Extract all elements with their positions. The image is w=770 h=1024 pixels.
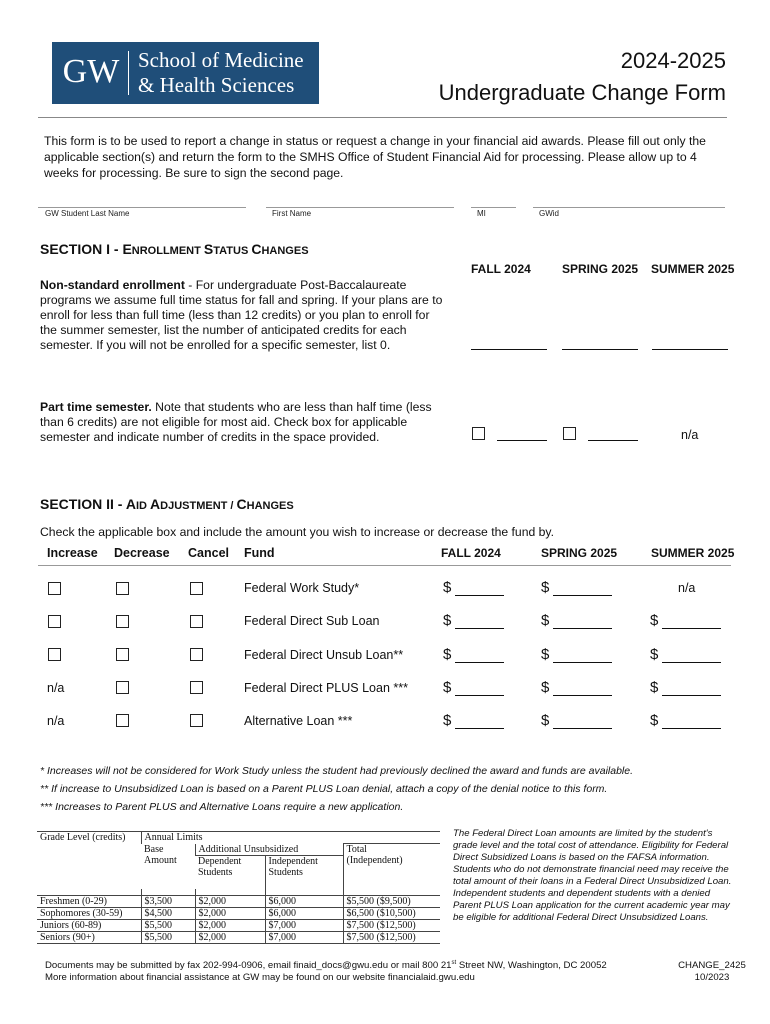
fall-amount-field[interactable]	[455, 662, 504, 663]
intro-text: This form is to be used to report a change in status or request a change in your financial aid awards. Please fill out only the applicable section(s) and return the form to the SMHS Office of Student Financial Aid for processing. Please allow up to 4 weeks for processing. Be sure to sign the second page.	[44, 134, 706, 180]
independent-cell: $7,000	[265, 931, 343, 943]
logo-divider	[128, 51, 129, 95]
s2-col-fall: FALL 2024	[441, 546, 501, 560]
nonstandard-spring-credits[interactable]	[562, 349, 638, 350]
fund-name: Alternative Loan ***	[244, 714, 353, 728]
decrease-checkbox[interactable]	[116, 714, 129, 727]
base-amount-header: Base Amount	[144, 843, 177, 866]
independent-cell: $7,000	[265, 919, 343, 931]
spring-dollar: $	[541, 612, 550, 629]
nonstandard-fall-credits[interactable]	[471, 349, 547, 350]
spring-amount-field[interactable]	[553, 728, 612, 729]
fund-name: Federal Direct Sub Loan	[244, 614, 380, 628]
base-cell: $3,500	[141, 895, 195, 907]
total-cell: $7,500 ($12,500)	[343, 931, 440, 943]
col-fund: Fund	[244, 546, 275, 560]
fall-amount-field[interactable]	[455, 728, 504, 729]
cancel-checkbox[interactable]	[190, 615, 203, 628]
fund-name: Federal Direct Unsub Loan**	[244, 648, 404, 662]
increase-checkbox[interactable]	[48, 648, 61, 661]
first-name-field[interactable]	[266, 207, 454, 208]
grade-level-header: Grade Level (credits)	[37, 832, 141, 890]
fall-dollar: $	[443, 579, 452, 596]
first-name-label: First Name	[272, 209, 312, 218]
total-header: Total (Independent)	[343, 844, 440, 890]
fall-amount-field[interactable]	[455, 628, 504, 629]
increase-na: n/a	[47, 681, 65, 695]
form-year: 2024-2025	[620, 48, 726, 73]
spring-dollar: $	[541, 679, 550, 696]
parttime-semester-text: Part time semester. Note that students who are less than half time (less than 6 credits) are not eligible for most aid. Check box for applicable semester and indicate number of credits in the space provided.	[40, 400, 432, 444]
increase-checkbox[interactable]	[48, 615, 61, 628]
fall-dollar: $	[443, 679, 452, 696]
header-rule	[38, 117, 727, 118]
additional-unsub-header: Additional Unsubsidized	[195, 844, 343, 856]
footer-submission-info: Documents may be submitted by fax 202-994-0906, email finaid_docs@gwu.edu or mail 800 21st Street NW, Washington, DC 20052	[45, 960, 607, 972]
spring-amount-field[interactable]	[553, 662, 612, 663]
parttime-summer-na: n/a	[681, 428, 699, 442]
section2-instruction: Check the applicable box and include the amount you wish to increase or decrease the fund by.	[40, 525, 554, 539]
footer-website-info: More information about financial assistance at GW may be found on our website financialaid.gwu.edu	[45, 972, 475, 983]
logo-line1: School of Medicine	[138, 48, 304, 72]
grade-cell: Seniors (90+)	[37, 931, 141, 943]
grade-cell: Sophomores (30-59)	[37, 907, 141, 919]
increase-na: n/a	[47, 714, 65, 728]
mi-label: MI	[477, 209, 486, 218]
spring-dollar: $	[541, 579, 550, 596]
summer-dollar: $	[650, 712, 659, 729]
cancel-checkbox[interactable]	[190, 582, 203, 595]
form-title: Undergraduate Change Form	[438, 80, 726, 105]
parttime-fall-checkbox[interactable]	[472, 427, 485, 440]
col-increase: Increase	[47, 546, 98, 560]
cancel-checkbox[interactable]	[190, 648, 203, 661]
s1-col-spring: SPRING 2025	[562, 262, 639, 276]
dependent-header: Dependent Students	[195, 855, 265, 889]
s2-header-rule	[38, 565, 731, 566]
total-cell: $7,500 ($12,500)	[343, 919, 440, 931]
total-cell: $5,500 ($9,500)	[343, 895, 440, 907]
nonstandard-summer-credits[interactable]	[652, 349, 728, 350]
table-row	[37, 919, 440, 931]
summer-dollar: $	[650, 646, 659, 663]
summer-amount-field[interactable]	[662, 695, 721, 696]
summer-amount-field[interactable]	[662, 628, 721, 629]
grade-cell: Juniors (60-89)	[37, 919, 141, 931]
fall-amount-field[interactable]	[455, 595, 504, 596]
fall-amount-field[interactable]	[455, 695, 504, 696]
table-row	[37, 895, 440, 907]
dependent-cell: $2,000	[195, 919, 265, 931]
fall-dollar: $	[443, 646, 452, 663]
fund-name: Federal Direct PLUS Loan ***	[244, 681, 408, 695]
mi-field[interactable]	[471, 207, 516, 208]
fall-dollar: $	[443, 712, 452, 729]
parttime-spring-checkbox[interactable]	[563, 427, 576, 440]
spring-dollar: $	[541, 646, 550, 663]
s1-col-fall: FALL 2024	[471, 262, 531, 276]
s1-col-summer: SUMMER 2025	[651, 262, 735, 276]
independent-cell: $6,000	[265, 907, 343, 919]
form-code: CHANGE_2425 10/2023	[678, 960, 746, 983]
independent-cell: $6,000	[265, 895, 343, 907]
total-cell: $6,500 ($10,500)	[343, 907, 440, 919]
decrease-checkbox[interactable]	[116, 582, 129, 595]
gwid-field[interactable]	[533, 207, 725, 208]
nonstandard-enrollment-text: Non-standard enrollment - For undergraduate Post-Baccalaureate programs we assume full time status for fall and spring. If your plans are to enroll for less than full time (less than 12 credits) or you plan to enroll for the summer semester, list the number of anticipated credits for each semester. If you will not be enrolled for a specific semester, list 0.	[40, 278, 443, 352]
grade-cell: Freshmen (0-29)	[37, 895, 141, 907]
logo-line2: & Health Sciences	[138, 73, 295, 97]
fund-name: Federal Work Study*	[244, 581, 360, 595]
section2-heading: SECTION II - AID ADJUSTMENT / CHANGES	[40, 496, 294, 512]
annual-limits-table	[37, 831, 440, 944]
independent-header: Independent Students	[265, 855, 343, 889]
last-name-field[interactable]	[38, 207, 246, 208]
decrease-checkbox[interactable]	[116, 681, 129, 694]
summer-amount-field[interactable]	[662, 662, 721, 663]
base-cell: $5,500	[141, 919, 195, 931]
annual-limits-header: Annual Limits	[141, 832, 440, 844]
decrease-checkbox[interactable]	[116, 615, 129, 628]
last-name-label: GW Student Last Name	[45, 209, 130, 218]
base-cell: $4,500	[141, 907, 195, 919]
table-row	[37, 931, 440, 943]
spring-amount-field[interactable]	[553, 695, 612, 696]
loan-limits-note: The Federal Direct Loan amounts are limited by the student's grade level and the total cost of attendance. Eligibility for Federal Direct Subsidized Loans is based on the FAFSA information. Students who do not demonstrate financial need may receive the total amount of their loans in a Federal Direct Unsubsidized Loan. Independent students and dependent students with a denied Parent PLUS Loan application for the current academic year may be eligible for additional Federal Direct Unsubsidized Loans.	[453, 828, 732, 923]
dependent-cell: $2,000	[195, 931, 265, 943]
section1-heading: SECTION I - ENROLLMENT STATUS CHANGES	[40, 241, 309, 257]
base-cell: $5,500	[141, 931, 195, 943]
note-work-study: * Increases will not be considered for Work Study unless the student had previously declined the award and funds are available.	[40, 765, 634, 777]
spring-dollar: $	[541, 712, 550, 729]
spring-amount-field[interactable]	[553, 595, 612, 596]
summer-dollar: $	[650, 612, 659, 629]
summer-amount-field[interactable]	[662, 728, 721, 729]
s2-col-summer: SUMMER 2025	[651, 546, 735, 560]
cancel-checkbox[interactable]	[190, 681, 203, 694]
gw-smhs-logo	[52, 42, 319, 104]
gwid-label: GWid	[539, 209, 559, 218]
summer-dollar: $	[650, 679, 659, 696]
cancel-checkbox[interactable]	[190, 714, 203, 727]
logo-mark: GW	[62, 53, 120, 90]
table-row	[37, 907, 440, 919]
decrease-checkbox[interactable]	[116, 648, 129, 661]
s2-col-spring: SPRING 2025	[541, 546, 618, 560]
dependent-cell: $2,000	[195, 907, 265, 919]
summer-na: n/a	[678, 581, 696, 595]
dependent-cell: $2,000	[195, 895, 265, 907]
note-unsub-loan: ** If increase to Unsubsidized Loan is based on a Parent PLUS Loan denial, attach a copy of the denial notice to this form.	[40, 783, 608, 795]
col-cancel: Cancel	[188, 546, 229, 560]
spring-amount-field[interactable]	[553, 628, 612, 629]
note-plus-alternative: *** Increases to Parent PLUS and Alternative Loans require a new application.	[40, 801, 404, 813]
fall-dollar: $	[443, 612, 452, 629]
parttime-fall-credits[interactable]	[497, 440, 547, 441]
parttime-spring-credits[interactable]	[588, 440, 638, 441]
col-decrease: Decrease	[114, 546, 170, 560]
increase-checkbox[interactable]	[48, 582, 61, 595]
